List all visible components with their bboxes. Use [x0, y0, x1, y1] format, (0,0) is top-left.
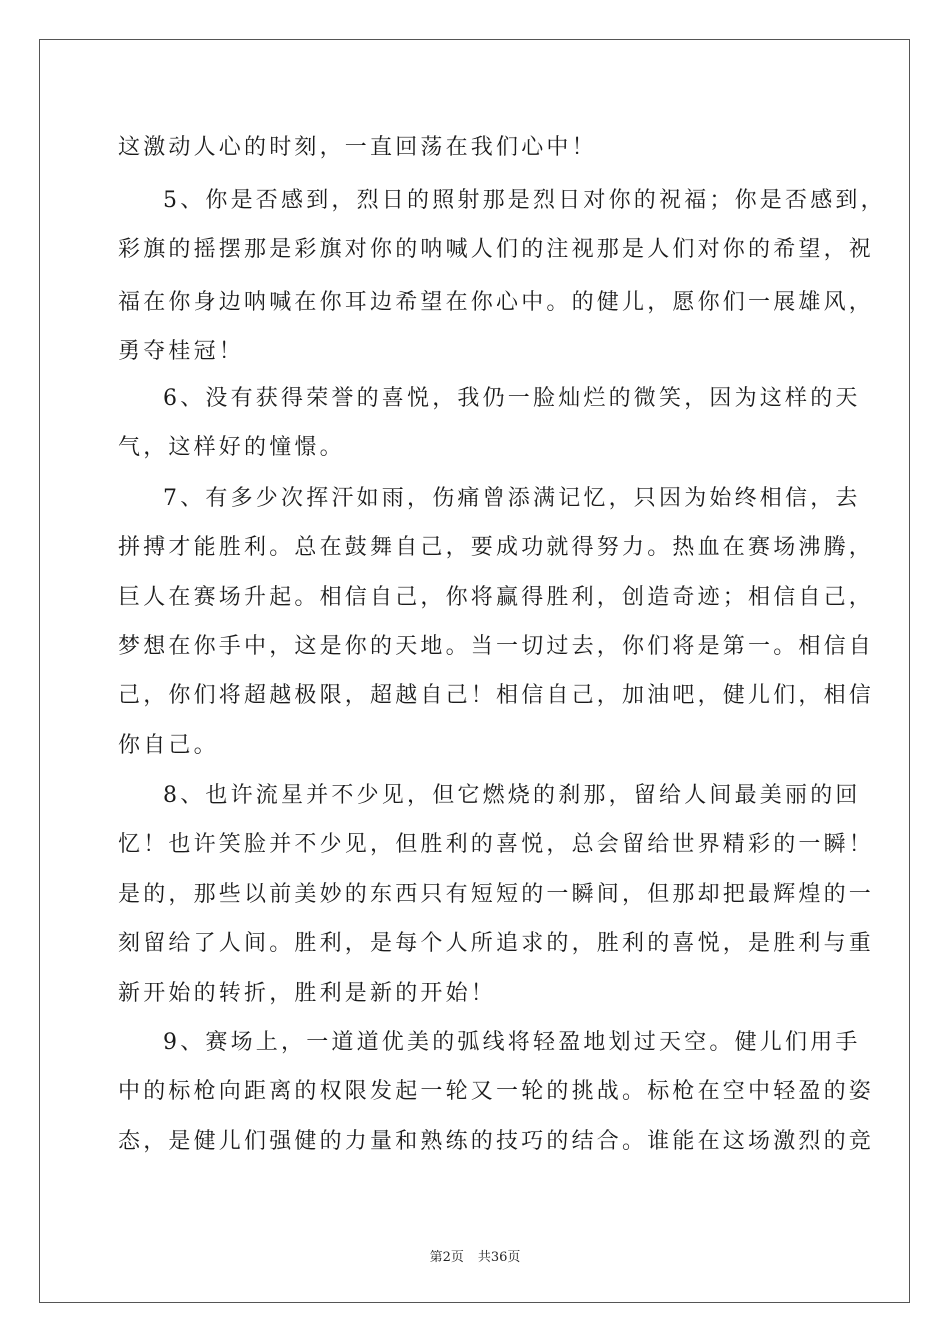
text-line: 己，你们将超越极限，超越自己！相信自己，加油吧，健儿们，相信	[118, 683, 875, 708]
page-footer	[0, 1248, 950, 1268]
text-line: 5、你是否感到，烈日的照射那是烈日对你的祝福；你是否感到，	[163, 188, 886, 213]
text-line: 福在你身边呐喊在你耳边希望在你心中。的健儿，愿你们一展雄风，	[118, 290, 875, 315]
text-line: 7、有多少次挥汗如雨，伤痛曾添满记忆，只因为始终相信，去	[163, 486, 861, 511]
text-line: 巨人在赛场升起。相信自己，你将赢得胜利，创造奇迹；相信自己，	[118, 585, 875, 610]
page-border	[39, 39, 910, 1303]
text-line: 这激动人心的时刻，一直回荡在我们心中！	[118, 135, 597, 160]
text-line: 拼搏才能胜利。总在鼓舞自己，要成功就得努力。热血在赛场沸腾，	[118, 535, 875, 560]
page-total: 共36页	[477, 1250, 521, 1265]
text-line: 中的标枪向距离的权限发起一轮又一轮的挑战。标枪在空中轻盈的姿	[118, 1079, 875, 1104]
text-line: 9、赛场上，一道道优美的弧线将轻盈地划过天空。健儿们用手	[163, 1030, 861, 1055]
text-line: 气，这样好的憧憬。	[118, 435, 345, 460]
text-line: 是的，那些以前美妙的东西只有短短的一瞬间，但那却把最辉煌的一	[118, 882, 875, 907]
text-line: 新开始的转折，胜利是新的开始！	[118, 981, 497, 1006]
text-line: 6、没有获得荣誉的喜悦，我仍一脸灿烂的微笑，因为这样的天	[163, 386, 861, 411]
text-line: 刻留给了人间。胜利，是每个人所追求的，胜利的喜悦，是胜利与重	[118, 931, 875, 956]
text-line: 态，是健儿们强健的力量和熟练的技巧的结合。谁能在这场激烈的竞	[118, 1129, 875, 1154]
text-line: 彩旗的摇摆那是彩旗对你的呐喊人们的注视那是人们对你的希望，祝	[118, 237, 875, 262]
text-line: 8、也许流星并不少见，但它燃烧的刹那，留给人间最美丽的回	[163, 783, 861, 808]
text-line: 勇夺桂冠！	[118, 339, 245, 364]
text-line: 忆！也许笑脸并不少见，但胜利的喜悦，总会留给世界精彩的一瞬！	[118, 832, 875, 857]
page-number: 第2页	[429, 1250, 464, 1265]
text-line: 梦想在你手中，这是你的天地。当一切过去，你们将是第一。相信自	[118, 634, 875, 659]
text-line: 你自己。	[118, 733, 219, 758]
